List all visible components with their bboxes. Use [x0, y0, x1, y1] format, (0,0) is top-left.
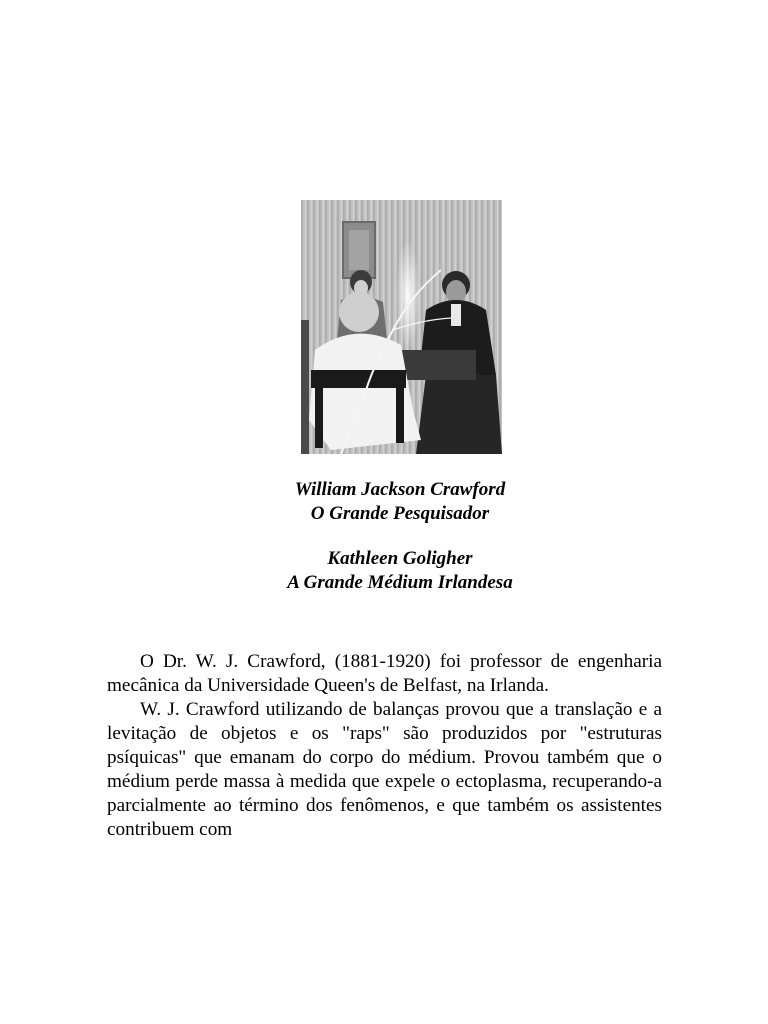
- photo-captions: [0, 478, 768, 595]
- medium-name: Kathleen Goligher: [327, 548, 473, 569]
- seance-photograph: [301, 200, 502, 454]
- paragraph: W. J. Crawford utilizando de balanças provou que a translação e a levitação de objetos e os "raps" são produzidos por "estruturas psíquicas" que emanam do corpo do médium. Provou também que o médium perde massa à medida que expele o ectoplasma, recuperando-a parcialmente ao término dos fenômenos, e que também os assistentes contribuem com: [107, 699, 662, 840]
- researcher-name: William Jackson Crawford: [294, 479, 506, 500]
- body-text: [107, 650, 662, 842]
- researcher-title: O Grande Pesquisador: [310, 503, 490, 524]
- seance-photograph-image: [301, 200, 502, 454]
- medium-title: A Grande Médium Irlandesa: [287, 572, 513, 593]
- paragraph: O Dr. W. J. Crawford, (1881-1920) foi professor de engenharia mecânica da Universidade Queen's de Belfast, na Irlanda.: [107, 651, 662, 696]
